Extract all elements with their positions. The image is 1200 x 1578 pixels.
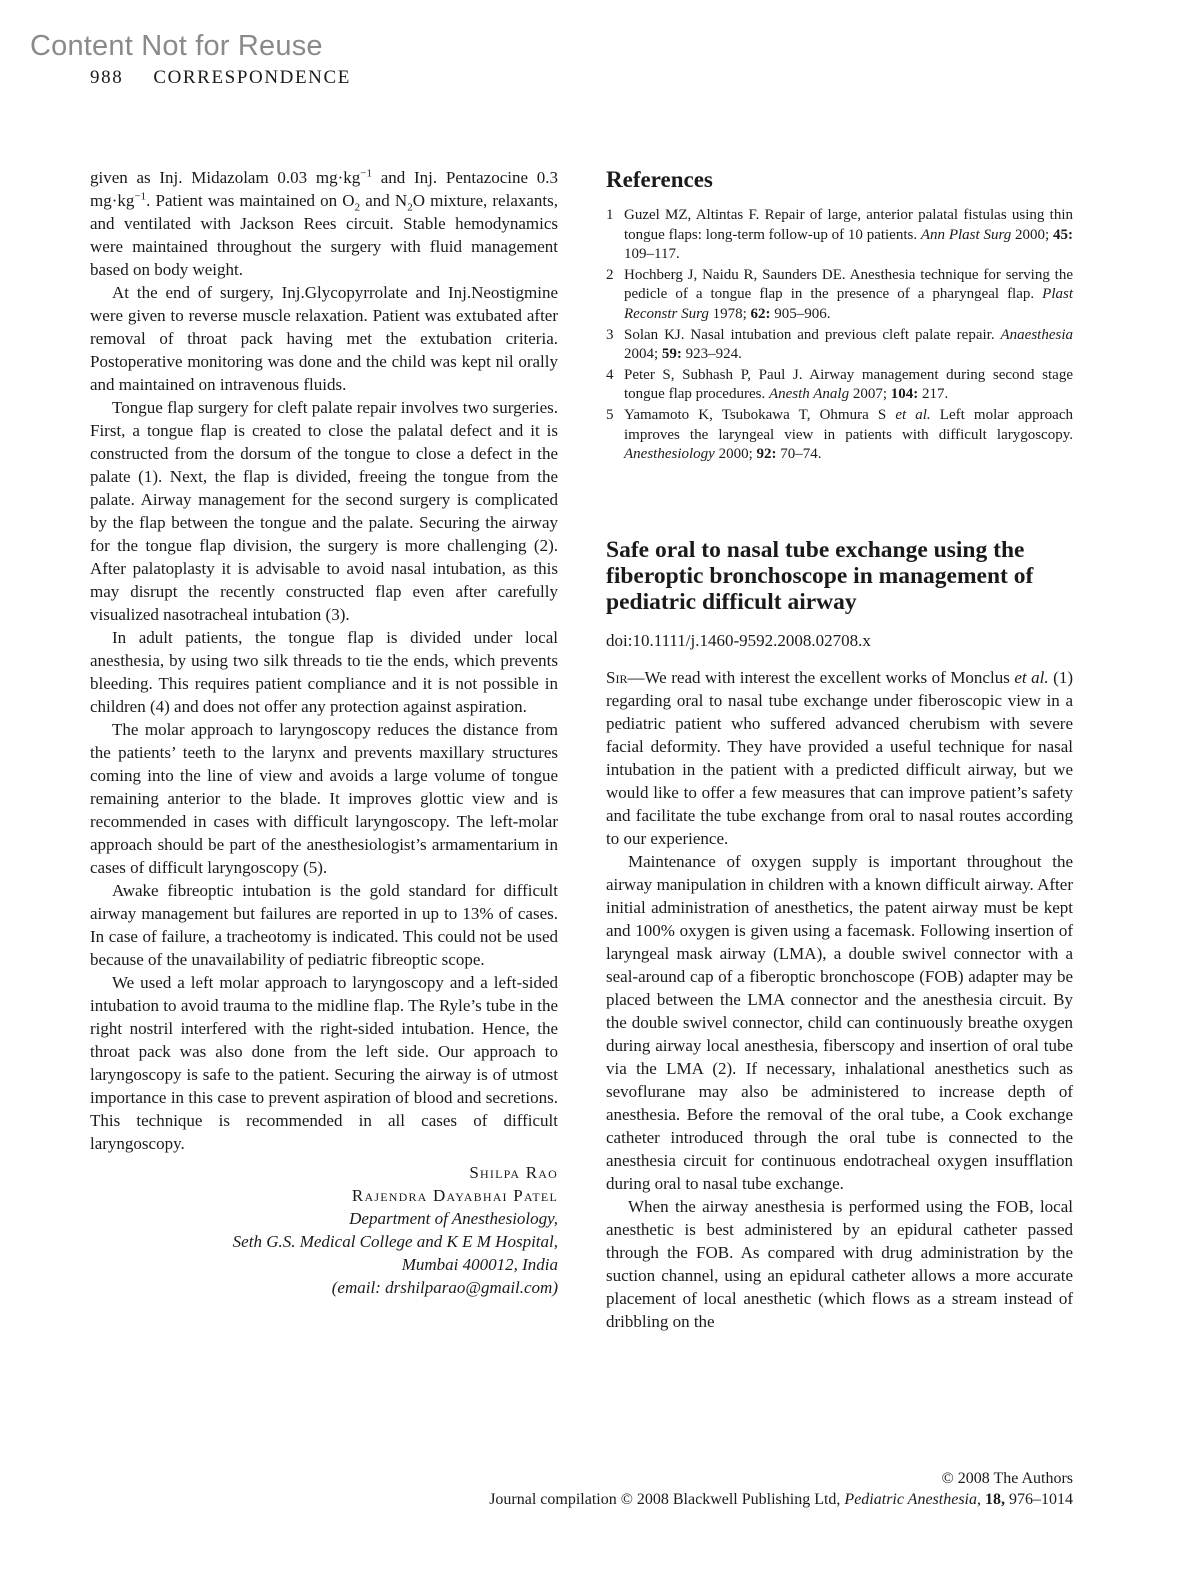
author-institution: Seth G.S. Medical College and K E M Hospital, [232,1232,558,1251]
watermark: Content Not for Reuse [30,30,323,62]
body-paragraph: We used a left molar approach to laryngoscopy and a left-sided intubation to avoid trauma to the midline flap. The Ryle’s tube in the right nostril interfered with the right-sided intubation. Hence, the throat pack was also done from the left side. Our approach to laryngoscopy is safe to the patient. Securing the airway is of utmost importance in this case to prevent aspiration of blood and secretions. This technique is recommended in all cases of difficult laryngoscopy. [90,973,558,1153]
copyright-line: © 2008 The Authors [941,1470,1073,1487]
left-column [90,166,558,1299]
page-number: 988 [90,67,124,88]
references-list [606,206,1073,465]
body-paragraph: Maintenance of oxygen supply is important throughout the airway manipulation in children with a known difficult airway. After initial administration of anesthetics, the patent airway must be kept and 100% oxygen is given using a facemask. Following insertion of laryngeal mask airway (LMA), a double swivel connector with a seal-around cap of a fiberoptic bronchoscope (FOB) adapter may be placed between the LMA connector and the anesthesia circuit. By the double swivel connector, child can continuously breathe oxygen during airway local anesthesia, fiberscopy and insertion of oral tube via the LMA (2). If necessary, inhalational anesthetics such as sevoflurane may also be administered to increase depth of anesthesia. Before the removal of the oral tube, a Cook exchange catheter introduced through the oral tube is connected to the anesthesia circuit for continuous endotracheal oxygen insufflation during oral to nasal tube exchange. [606,851,1073,1193]
reference-item: 1 Guzel MZ, Altintas F. Repair of large, anterior palatal fistulas using thin tongue flaps: long-term follow-up of 10 patients. Ann Plast Surg 2000; 45: 109–117. [606,207,1073,263]
article-title: Safe oral to nasal tube exchange using the fiberoptic bronchoscope in management of pediatric difficult airway [606,536,1034,615]
body-paragraph: When the airway anesthesia is performed using the FOB, local anesthetic is best administered by an epidural catheter passed through the FOB. As compared with drug administration by the suction channel, using an epidural catheter allows a more accurate placement of local anesthetic (which flows as a stream instead of dribbling on the [606,1196,1073,1331]
reference-item: 4 Peter S, Subhash P, Paul J. Airway management during second stage tongue flap procedures. Anesth Analg 2007; 104: 217. [606,366,1073,403]
running-head [90,67,351,89]
author-name: Shilpa Rao [469,1163,558,1182]
body-paragraph: Sir—We read with interest the excellent works of Monclus et al. (1) regarding oral to nasal tube exchange under fiberoscopic view in a pediatric patient who suffered advanced cherubism with severe facial deformity. They have provided a useful technique for nasal intubation in the patient with a predicted difficult airway, but we would like to offer a few measures that can improve patient’s safety and facilitate the tube exchange from oral to nasal routes according to our experience. [606,667,1073,848]
body-paragraph: Awake fibreoptic intubation is the gold standard for difficult airway management but failures are reported in up to 13% of cases. In case of failure, a tracheotomy is indicated. This could not be used because of the unavailability of pediatric fibreoptic scope. [90,881,558,969]
author-city: Mumbai 400012, India [401,1255,558,1274]
body-paragraph: At the end of surgery, Inj.Glycopyrrolate and Inj.Neostigmine were given to reverse muscle relaxation. Patient was extubated after removal of throat pack having met the extubation criteria. Postoperative monitoring was done and the child was kept nil orally and maintained on intravenous fluids. [90,283,558,394]
author-name: Rajendra Dayabhai Patel [351,1186,558,1205]
references-heading: References [606,167,713,192]
reference-item: 3 Solan KJ. Nasal intubation and previous cleft palate repair. Anaesthesia 2004; 59: 923–924. [606,326,1073,363]
page-footer [489,1468,1073,1510]
right-column [606,166,1073,1333]
journal-compilation-line: Journal compilation © 2008 Blackwell Publishing Ltd, Pediatric Anesthesia, 18, 976–1014 [489,1491,1073,1508]
author-email: (email: drshilparao@gmail.com) [331,1278,558,1297]
section-title: CORRESPONDENCE [153,67,351,88]
body-paragraph: given as Inj. Midazolam 0.03 $mg\cdot kg^{-1}$ and Inj. Pentazocine 0.3 $mg\cdot kg^{-1}$. Patient was maintained on $O_2$ and $N_2O$ mixture, relaxants, and ventilated with Jackson Rees circuit. Stable hemodynamics were maintained throughout the surgery with fluid management based on body weight. [90,167,559,279]
body-paragraph: In adult patients, the tongue flap is divided under local anesthesia, by using two silk threads to tie the ends, which prevents bleeding. This requires patient compliance and it is not possible in children (4) and does not offer any protection against aspiration. [90,628,558,716]
body-paragraph: The molar approach to laryngoscopy reduces the distance from the patients’ teeth to the larynx and prevents maxillary structures coming into the line of view and avoids a large volume of tongue remaining anterior to the blade. It improves glottic view and is recommended in cases with difficult laryngoscopy. The left-molar approach should be part of the anesthesiologist’s armamentarium in cases of difficult laryngoscopy (5). [90,720,558,877]
reference-item: 2 Hochberg J, Naidu R, Saunders DE. Anesthesia technique for serving the pedicle of a tongue flap in the presence of a pharyngeal flap. Plast Reconstr Surg 1978; 62: 905–906. [606,266,1073,322]
author-department: Department of Anesthesiology, [349,1209,558,1228]
body-paragraph: Tongue flap surgery for cleft palate repair involves two surgeries. First, a tongue flap is created to close the palatal defect and it is constructed from the dorsum of the tongue to close a defect in the palate (1). Next, the flap is divided, freeing the tongue from the palate. Airway management for the second surgery is complicated by the flap between the tongue and the palate. Securing the airway for the tongue flap division, the surgery is more challenging (2). After palatoplasty it is advisable to avoid nasal intubation, as this may disrupt the recently constructed flap even after carefully visualized nasotracheal intubation (3). [90,398,558,624]
reference-item: 5 Yamamoto K, Tsubokawa T, Ohmura S et al. Left molar approach improves the laryngeal view in patients with difficult larygoscopy. Anesthesiology 2000; 92: 70–74. [606,406,1073,463]
author-signature [90,1161,558,1299]
article-doi: doi:10.1111/j.1460-9592.2008.02708.x [606,630,871,650]
